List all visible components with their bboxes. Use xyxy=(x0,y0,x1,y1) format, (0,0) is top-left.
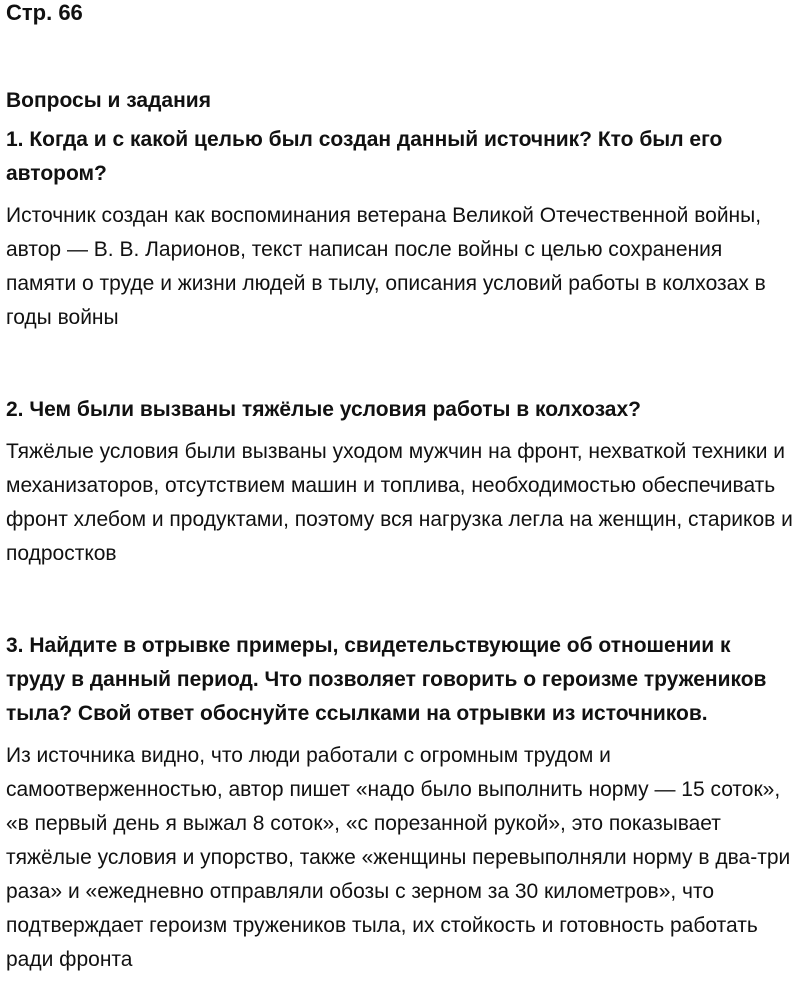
question-3: 3. Найдите в отрывке примеры, свидетельствующие об отношении к труду в данный период. Что позволяет говорить о героизме тружеников тыла? Свой ответ обоснуйте ссылками на отрывки из источников. xyxy=(6,634,767,725)
qa-item-3 xyxy=(6,629,794,977)
question-2: 2. Чем были вызваны тяжёлые условия работы в колхозах? xyxy=(6,398,641,421)
answer-3: Из источника видно, что люди работали с огромным трудом и самоотверженностью, автор пишет «надо было выполнить норму — 15 соток», «в первый день я выжал 8 соток», «с порезанной рукой», это показывает тяжёлые условия и упорство, также «женщины перевыполняли норму в два-три раза» и «ежедневно отправляли обозы с зерном за 30 километров», что подтверждает героизм тружеников тыла, их стойкость и готовность работать ради фронта xyxy=(6,744,791,971)
question-1: 1. Когда и с какой целью был создан данный источник? Кто был его автором? xyxy=(6,128,723,185)
section-title: Вопросы и задания xyxy=(6,89,211,112)
answer-1: Источник создан как воспоминания ветерана Великой Отечественной войны, автор — В. В. Ларионов, текст написан после войны с целью сохранения памяти о труде и жизни людей в тылу, описания условий работы в колхозах в годы войны xyxy=(6,204,766,329)
qa-item-2 xyxy=(6,393,794,571)
qa-item-1 xyxy=(6,123,794,335)
page-label: Стр. 66 xyxy=(6,0,83,25)
answer-2: Тяжёлые условия были вызваны уходом мужчин на фронт, нехваткой техники и механизаторов, отсутствием машин и топлива, необходимостью обеспечивать фронт хлебом и продуктами, поэтому вся нагрузка легла на женщин, стариков и подростков xyxy=(6,440,793,565)
